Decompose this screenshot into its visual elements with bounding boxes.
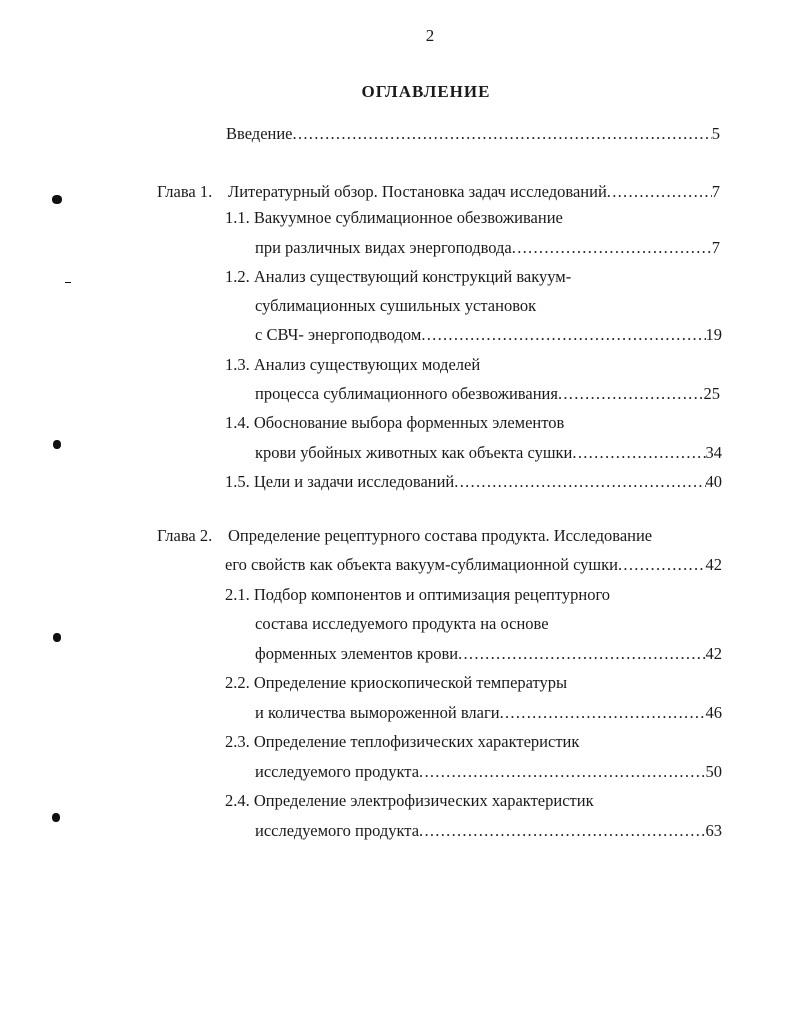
leader-dots	[572, 443, 705, 463]
toc-entry-2-1-line1: 2.1. Подбор компонентов и оптимизация рецептурного	[225, 585, 611, 604]
toc-entry-2-2-line1: 2.2. Определение криоскопической температуры	[225, 673, 568, 692]
toc-entry-1-2[interactable]: с СВЧ- энергоподводом ..... 19	[255, 325, 722, 345]
binding-hole-mark	[52, 195, 62, 204]
leader-dots	[454, 472, 705, 492]
toc-entry-1-3-line1: 1.3. Анализ существующих моделей	[225, 355, 481, 374]
leader-dots	[419, 762, 705, 782]
leader-dots	[421, 325, 705, 345]
toc-entry-2-1-line2: состава исследуемого продукта на основе	[255, 614, 549, 633]
toc-entry-1-1[interactable]: при различных видах энергоподвода ..... 7	[255, 238, 720, 258]
binding-hole-mark	[52, 813, 60, 822]
leader-dots	[293, 124, 712, 144]
leader-dots	[419, 821, 705, 841]
toc-entry-2-2[interactable]: и количества вымороженной влаги ..... 46	[255, 703, 722, 723]
leader-dots	[607, 182, 712, 202]
binding-hole-mark	[53, 633, 61, 642]
toc-entry-1-4-line1: 1.4. Обоснование выбора форменных элементов	[225, 413, 565, 432]
toc-entry-2-3[interactable]: исследуемого продукта ..... 50	[255, 762, 722, 782]
scan-speck-mark	[65, 282, 71, 283]
leader-dots	[458, 644, 705, 664]
toc-entry-chapter-1[interactable]: Литературный обзор. Постановка задач исследований ..... 7	[228, 182, 720, 202]
toc-entry-chapter-2[interactable]: его свойств как объекта вакуум-сублимационной сушки ..... 42	[225, 555, 722, 575]
toc-entry-intro[interactable]: Введение ..... 5	[226, 124, 720, 144]
toc-entry-2-3-line1: 2.3. Определение теплофизических характеристик	[225, 732, 580, 751]
chapter-2-label: Глава 2.	[157, 526, 213, 545]
toc-entry-1-4[interactable]: крови убойных животных как объекта сушки ..... 34	[255, 443, 722, 463]
toc-title: ОГЛАВЛЕНИЕ	[361, 82, 491, 101]
binding-hole-mark	[53, 440, 61, 449]
chapter-1-label: Глава 1.	[157, 182, 213, 201]
toc-entry-1-5[interactable]: 1.5. Цели и задачи исследований ..... 40	[225, 472, 722, 492]
leader-dots	[512, 238, 712, 258]
leader-dots	[618, 555, 706, 575]
page-number: 2	[425, 26, 435, 45]
leader-dots	[558, 384, 704, 404]
toc-entry-2-4[interactable]: исследуемого продукта ..... 63	[255, 821, 722, 841]
toc-entry-1-1-line1: 1.1. Вакуумное сублимационное обезвоживание	[225, 208, 563, 227]
toc-entry-chapter-2-line1: Определение рецептурного состава продукта. Исследование	[228, 526, 653, 545]
toc-entry-1-3[interactable]: процесса сублимационного обезвоживания ..... 25	[255, 384, 720, 404]
toc-entry-2-1[interactable]: форменных элементов крови ..... 42	[255, 644, 722, 664]
toc-entry-1-2-line2: сублимационных сушильных установок	[255, 296, 537, 315]
toc-entry-2-4-line1: 2.4. Определение электрофизических характеристик	[225, 791, 594, 810]
leader-dots	[500, 703, 706, 723]
toc-entry-1-2-line1: 1.2. Анализ существующий конструкций вакуум-	[225, 267, 572, 286]
